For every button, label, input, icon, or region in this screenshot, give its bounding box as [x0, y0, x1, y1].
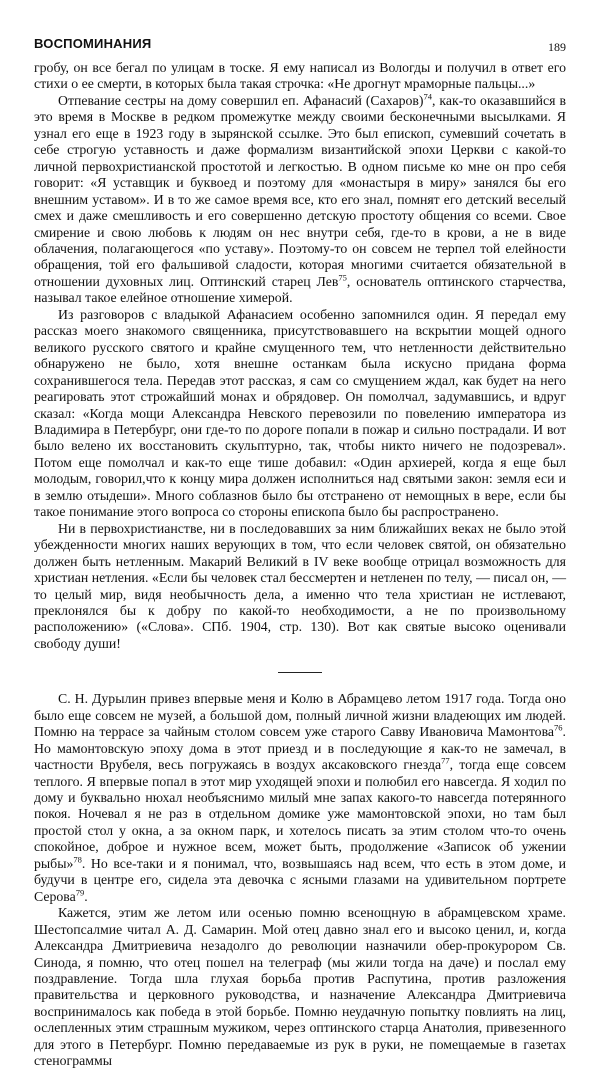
paragraph — [34, 93, 566, 307]
paragraph-text: , как-то оказавшийся в это время в Москве в редком промежутке между своими бесконечными высылками. Я узнал его еще в 1923 году в зырянской ссылке. Это был епископ, сумевший сочетать в себе строгую уставность и даже формализм византийской эпохи Церкви с какой-то личной первохристианской простотой и легкостью. В одном письме ко мне он про себя говорит: «Я уставщик и буквоед и поэтому для «монастыря в миру» занялся бы его внешним уставом». И в то же самое время все, кто его знал, помнят его детский веселый смех и даже смешливость и его совершенно детскую простоту общения со всеми. Свое смирение и свою любовь к людям он нес внутри себя, где-то в крови, а не в виде облачения, полагающегося «по уставу». Поэтому-то он совсем не терпел той елейности обращения, той его фальшивой сладости, которая многими считается обязательной в отношении духовных лиц. Оптинский старец Лев — [34, 92, 566, 289]
running-head: ВОСПОМИНАНИЯ — [34, 36, 152, 51]
page-header — [34, 32, 566, 56]
paragraph — [34, 905, 566, 1070]
paragraph-text: . — [84, 888, 88, 904]
paragraph-text: С. Н. Дурылин привез впервые меня и Колю в Абрамцево летом 1917 года. Тогда оно было еще совсем не музей, а большой дом, полный личной жизни владеющих им людей. Помню на террасе за чайным столом совсем уже старого Савву Ивановича Мамонтова — [34, 691, 566, 740]
footnote-ref: 77 — [441, 755, 450, 766]
paragraph — [34, 60, 566, 93]
paragraph-text: Ни в первохристианстве, ни в последовавших за ним ближайших веках не было этой убежденности многих наших верующих в том, что если человек святой, он обязательно должен быть нетленным. Макарий Великий в IV веке вообще отрицал возможность для христиан нетления. «Если бы человек стал бессмертен и нетленен по телу, — писал он, — то целый мир, видя необычность дела, а именно что тела христиан не истлевают, преклонялся бы к добру по какой-то необходимости, а не по произвольному расположению» («Слова». СПб. 1904, стр. 130). Вот как святые высоко оценивали свободу души! — [34, 520, 566, 651]
paragraph — [34, 691, 566, 905]
paragraph-text: . Но все-таки и я понимал, что, возвышаясь над всем, что есть в этом доме, и будучи в центре его, сидела эта девочка с ясными глазами на удивительном портрете Серова — [34, 855, 566, 904]
paragraph-text: гробу, он все бегал по улицам в тоске. Я ему написал из Вологды и получил в ответ его стихи о ее смерти, в которых была такая строчка: «Не дрогнут мраморные пальцы...» — [34, 60, 566, 92]
page-body — [34, 60, 566, 1070]
paragraph-text: Кажется, этим же летом или осенью помню всенощную в абрамцевском храме. Шестопсалмие читал А. Д. Самарин. Мой отец давно знал его и высоко ценил, и, когда Александра Дмитриевича незадолго до революции назначили обер-прокурором Св. Синода, я помню, что отец пошел на телеграф (мы жили тогда на даче) и послал ему поздравление. Тогда шла глухая борьба против Распутина, против разложения правительства и церковного руководства, и назначение Александра Дмитриевича воспринималось как победа в этой борьбе. Помню неудачную попытку повлиять на лиц, ослепленных этим страшным мужиком, через оптинского старца Анатолия, привезенного для этого в Петербург. Помню передаваемые из рук в руки, не помещаемые в газетах стенограммы — [34, 905, 566, 1069]
paragraph-text: , тогда еще совсем теплого. Я впервые попал в этот мир уходящей эпохи и полюбил его навсегда. Я ходил по дому и буквально нюхал необъяснимо милый мне запах какого-то навсегда потерянного покоя. Ночевал я не раз в отдельном домике уже мамонтовской эпохи, но там был простой стол у окна, а за окном парк, и хотелось писать за этим столом что-то очень спокойное, доброе и нужное всем, может быть, продолжение «Записок об ужении рыбы» — [34, 757, 566, 871]
paragraph — [34, 307, 566, 521]
paragraph-text: Отпевание сестры на дому совершил еп. Афанасий (Сахаров) — [58, 92, 424, 108]
paragraph-text: . Но мамонтовскую эпоху дома в этот приезд и в последующие я как-то не замечал, в частности Врубеля, весь погружаясь в воздух аксаковского гнезда — [34, 724, 566, 773]
footnote-ref: 76 — [554, 722, 563, 733]
section-divider — [278, 672, 322, 673]
page-number: 189 — [548, 40, 566, 54]
footnote-ref: 79 — [75, 887, 85, 898]
footnote-ref: 74 — [423, 91, 433, 102]
paragraph-text: , основатель оптинского старчества, называл такое елейное отношение химерой. — [34, 273, 566, 306]
paragraph — [34, 521, 566, 653]
footnote-ref: 78 — [73, 854, 82, 865]
paragraph-text: Из разговоров с владыкой Афанасием особенно запомнился один. Я передал ему рассказ моего знакомого священника, присутствовавшего на вскрытии мощей одного великого русского святого и крайне смущенного тем, что нетленности действительно обнаружено не было, хотя внешне останкам была искусно придана форма сохранившегося тела. Передав этот рассказ, я сам со смущением ждал, как будет на него реагировать этот строжайший монах и обрядовер. Он помолчал, задумавшись, и вдруг сказал: «Когда мощи Александра Невского перевозили по повелению императора из Владимира в Петербург, они где-то по дороге попали в пожар и сильно пострадали. И вот было велено их восстановить скульптурно, так, чтобы никто ничего не подозревал». Потом еще помолчал и как-то еще тише добавил: «Один архиерей, когда я еще был молодым, говорил,что к концу мира должен исполниться над святыми закон: земля еси и в землю отыдеши». Много соблазнов было бы отстранено от немощных в вере, если бы такое понимание этого вопроса со стороны епископа было бы распространено. — [34, 306, 566, 520]
footnote-ref: 75 — [338, 272, 347, 283]
